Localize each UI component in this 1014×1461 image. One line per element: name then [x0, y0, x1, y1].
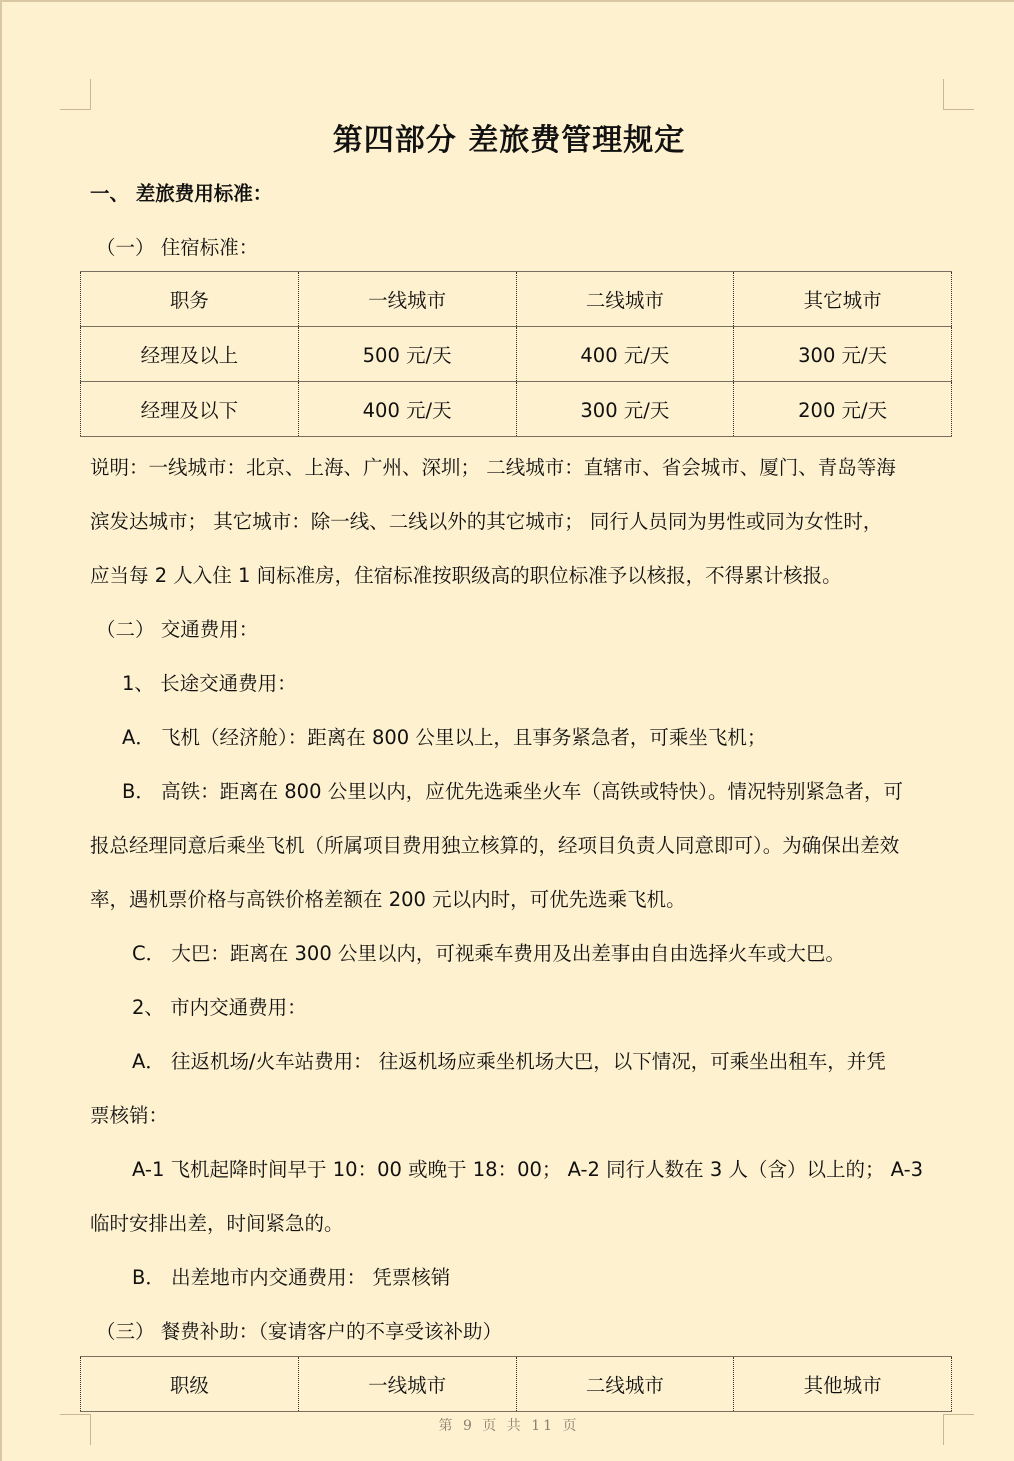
item-airport-station-cont: 票核销： [90, 1104, 169, 1127]
section-heading-1: 一、 差旅费用标准： [90, 182, 273, 205]
table-cell: 300 元/天 [734, 327, 952, 382]
subsection-heading-lodging: （一） 住宿标准： [96, 236, 259, 259]
lodging-standard-table [80, 271, 952, 437]
table-row [81, 327, 952, 382]
table-header-cell: 职务 [81, 272, 299, 327]
table-cell: 300 元/天 [516, 382, 734, 437]
item-heading-local-transport: 2、 市内交通费用： [132, 996, 307, 1019]
table-row [81, 382, 952, 437]
table-header-cell: 其他城市 [734, 1357, 952, 1412]
table-cell: 经理及以下 [81, 382, 299, 437]
table-cell: 200 元/天 [734, 382, 952, 437]
item-local-transport: B． 出差地市内交通费用： 凭票核销 [132, 1266, 451, 1289]
table-header-row [81, 272, 952, 327]
page-number-footer: 第 9 页 共 11 页 [438, 1418, 580, 1434]
item-highspeed-rail: B． 高铁：距离在 800 公里以内，应优先选乘坐火车（高铁或特快）。情况特别紧急者，可 [122, 780, 903, 803]
table-cell: 500 元/天 [298, 327, 516, 382]
table-cell: 经理及以上 [81, 327, 299, 382]
item-highspeed-rail-cont: 率，遇机票价格与高铁价格差额在 200 元以内时，可优先选乘飞机。 [90, 888, 686, 911]
table-cell: 400 元/天 [516, 327, 734, 382]
subsection-heading-transport: （二） 交通费用： [96, 618, 259, 641]
meal-allowance-table [80, 1356, 952, 1412]
item-airport-station: A． 往返机场/火车站费用： 往返机场应乘坐机场大巴，以下情况，可乘坐出租车，并凭 [132, 1050, 886, 1073]
table-header-cell: 一线城市 [298, 272, 516, 327]
table-cell: 400 元/天 [298, 382, 516, 437]
item-airplane: A． 飞机（经济舱）：距离在 800 公里以上，且事务紧急者，可乘坐飞机； [122, 726, 767, 749]
table-header-cell: 二线城市 [516, 1357, 734, 1412]
document-title: 第四部分 差旅费管理规定 [332, 123, 686, 158]
margin-corner-top-left [60, 79, 91, 110]
margin-corner-top-right [943, 79, 974, 110]
note-line: 应当每 2 人入住 1 间标准房，住宿标准按职级高的职位标准予以核报，不得累计核报。 [90, 564, 842, 587]
item-bus: C． 大巴：距离在 300 公里以内，可视乘车费用及出差事由自由选择火车或大巴。 [132, 942, 845, 965]
table-header-cell: 其它城市 [734, 272, 952, 327]
item-taxi-conditions-cont: 临时安排出差，时间紧急的。 [90, 1212, 344, 1235]
item-heading-long-distance: 1、 长途交通费用： [122, 672, 297, 695]
subsection-heading-meal: （三） 餐费补助：（宴请客户的不享受该补助） [96, 1320, 502, 1343]
table-header-cell: 二线城市 [516, 272, 734, 327]
table-header-cell: 职级 [81, 1357, 299, 1412]
table-header-cell: 一线城市 [298, 1357, 516, 1412]
table-header-row [81, 1357, 952, 1412]
item-taxi-conditions: A-1 飞机起降时间早于 10：00 或晚于 18：00； A-2 同行人数在 3 人（含）以上的； A-3 [132, 1158, 924, 1181]
note-line: 滨发达城市； 其它城市：除一线、二线以外的其它城市； 同行人员同为男性或同为女性时， [90, 510, 883, 533]
note-line: 说明：一线城市：北京、上海、广州、深圳； 二线城市：直辖市、省会城市、厦门、青岛等海 [90, 456, 896, 479]
item-highspeed-rail-cont: 报总经理同意后乘坐飞机（所属项目费用独立核算的，经项目负责人同意即可）。为确保出差效 [90, 834, 900, 857]
